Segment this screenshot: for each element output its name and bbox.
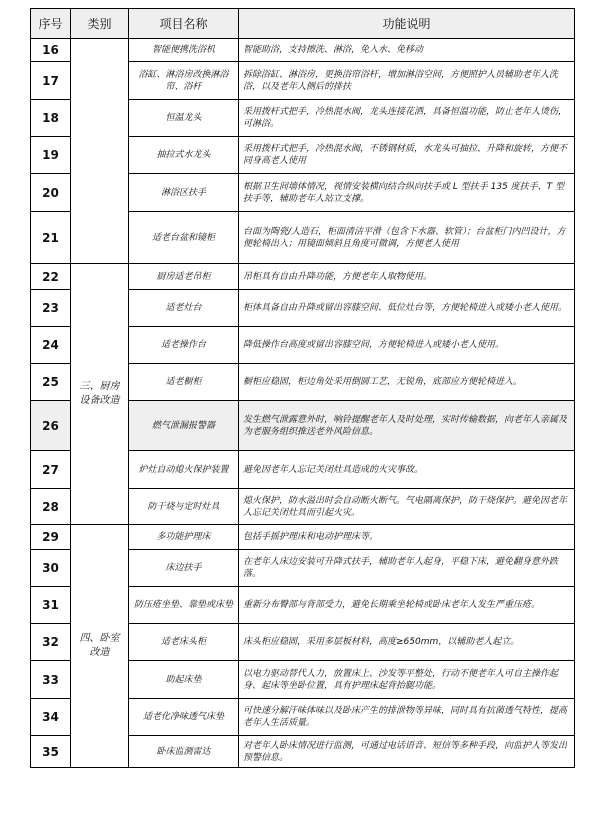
row-number: 35: [31, 736, 71, 768]
item-description: 橱柜应稳固，柜边角处采用倒圆工艺，无锐角，底部应方便轮椅进入。: [239, 364, 575, 401]
item-description: 避免因老年人忘记关闭灶具造成的火灾事故。: [239, 451, 575, 489]
item-name: 抽拉式水龙头: [129, 137, 239, 174]
row-number: 25: [31, 364, 71, 401]
item-description: 以电力驱动替代人力，放置床上、沙发等平整处，行动不便老年人可自主操作起身、起床等坐卧位置，具有护理床起背抬腿功能。: [239, 661, 575, 699]
row-number: 26: [31, 401, 71, 451]
row-number: 28: [31, 489, 71, 525]
item-description: 智能助浴，支持擦洗、淋浴，免入水、免移动: [239, 39, 575, 62]
row-number: 27: [31, 451, 71, 489]
item-name: 恒温龙头: [129, 100, 239, 137]
item-description: 拆除浴缸、淋浴房，更换浴帘浴杆，增加淋浴空间，方便照护人员辅助老年人洗浴，以及老年人侧后的排扶: [239, 62, 575, 100]
item-description: 采用拨杆式把手，冷热混水阀，不锈钢材质，水龙头可抽拉、升降和旋转，方便不同身高老人使用: [239, 137, 575, 174]
item-name: 浴缸、淋浴房改换淋浴帘、浴杆: [129, 62, 239, 100]
item-name: 防干烧与定时灶具: [129, 489, 239, 525]
renovation-items-table: [30, 8, 575, 768]
category-kitchen: 三、厨房设备改造: [71, 264, 129, 525]
item-name: 智能便携洗浴机: [129, 39, 239, 62]
item-name: 淋浴区扶手: [129, 174, 239, 212]
header-seq: 序号: [31, 9, 71, 39]
row-number: 17: [31, 62, 71, 100]
row-number: 21: [31, 212, 71, 264]
row-number: 32: [31, 624, 71, 661]
header-desc: 功能说明: [239, 9, 575, 39]
item-name: 防压疮坐垫、靠垫或床垫: [129, 587, 239, 624]
item-description: 降低操作台高度或留出容膝空间，方便轮椅进入或矮小老人使用。: [239, 327, 575, 364]
item-name: 卧床监测雷达: [129, 736, 239, 768]
item-name: 适老化净味透气床垫: [129, 699, 239, 736]
row-number: 29: [31, 525, 71, 550]
row-number: 16: [31, 39, 71, 62]
item-name: 燃气泄漏报警器: [129, 401, 239, 451]
item-name: 助起床垫: [129, 661, 239, 699]
row-number: 18: [31, 100, 71, 137]
item-description: 可快速分解汗味体味以及卧床产生的排泄物等异味，同时具有抗菌透气特性，提高老年人生活质量。: [239, 699, 575, 736]
item-description: 对老年人卧床情况进行监测，可通过电话语音、短信等多种手段，向监护人等发出预警信息。: [239, 736, 575, 768]
item-name: 适老橱柜: [129, 364, 239, 401]
header-name: 项目名称: [129, 9, 239, 39]
row-number: 19: [31, 137, 71, 174]
item-name: 多功能护理床: [129, 525, 239, 550]
item-name: 炉灶自动熄火保护装置: [129, 451, 239, 489]
table-row: [31, 39, 575, 62]
table-header-row: [31, 9, 575, 39]
category-bathroom-cell: [71, 39, 129, 264]
row-number: 31: [31, 587, 71, 624]
row-number: 20: [31, 174, 71, 212]
row-number: 22: [31, 264, 71, 290]
item-description: 在老年人床边安装可升降式扶手，辅助老年人起身，平稳下床，避免翻身意外跌落。: [239, 550, 575, 587]
item-description: 发生燃气泄露意外时，响铃提醒老年人及时处理，实时传输数据，向老年人亲属及为老服务组织推送老外风险信息。: [239, 401, 575, 451]
row-number: 23: [31, 290, 71, 327]
item-description: 台面为陶瓷/人造石，柜面清洁平滑（包含下水器、软管）；台盆柜门内凹设计，方便轮椅出入；用镜面倾斜且角度可微调，方便老人使用: [239, 212, 575, 264]
row-number: 30: [31, 550, 71, 587]
row-number: 34: [31, 699, 71, 736]
item-name: 适老台盆和镜柜: [129, 212, 239, 264]
item-description: 重新分布臀部与背部受力，避免长期乘坐轮椅或卧床老年人发生严重压疮。: [239, 587, 575, 624]
item-description: 柜体具备自由升降或留出容膝空间、低位灶台等，方便轮椅进入或矮小老人使用。: [239, 290, 575, 327]
item-name: 适老操作台: [129, 327, 239, 364]
table-row: [31, 264, 575, 290]
item-description: 吊柜具有自由升降功能，方便老年人取物使用。: [239, 264, 575, 290]
item-description: 包括手摇护理床和电动护理床等。: [239, 525, 575, 550]
item-description: 熄火保护，防水溢出时会自动断火断气。气电隔离保护，防干烧保护。避免因老年人忘记关闭灶具而引起火灾。: [239, 489, 575, 525]
category-bedroom: 四、卧室改造: [71, 525, 129, 768]
table-row: [31, 525, 575, 550]
header-category: 类别: [71, 9, 129, 39]
item-name: 厨房适老吊柜: [129, 264, 239, 290]
item-name: 适老灶台: [129, 290, 239, 327]
item-name: 适老床头柜: [129, 624, 239, 661]
item-description: 采用拨杆式把手，冷热混水阀，龙头连接花洒，具备恒温功能，防止老年人烫伤，可淋浴。: [239, 100, 575, 137]
row-number: 33: [31, 661, 71, 699]
item-description: 根据卫生间墙体情况，视情安装横向结合纵向扶手或 L 型扶手 135 度扶手、T 型扶手等，辅助老年人站立支撑。: [239, 174, 575, 212]
item-description: 床头柜应稳固，采用多层板材料，高度≥650mm，以辅助老人起立。: [239, 624, 575, 661]
item-name: 床边扶手: [129, 550, 239, 587]
row-number: 24: [31, 327, 71, 364]
